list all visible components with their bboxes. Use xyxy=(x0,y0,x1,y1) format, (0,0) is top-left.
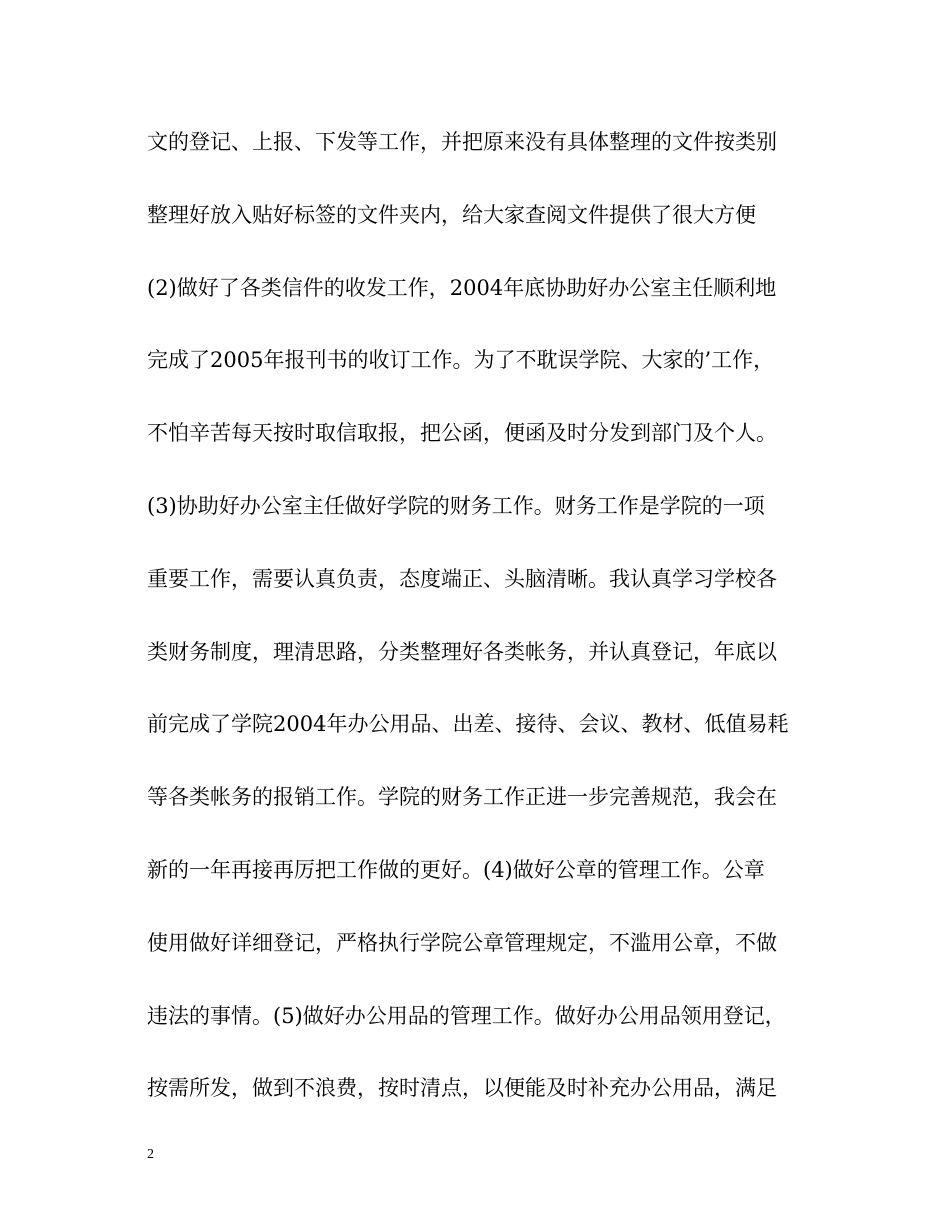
text-line: 不怕辛苦每天按时取信取报，把公函，便函及时分发到部门及个人。 xyxy=(147,421,777,446)
text-line: 等各类帐务的报销工作。学院的财务工作正进一步完善规范，我会在 xyxy=(147,785,777,810)
text-line: 文的登记、上报、下发等工作，并把原来没有具体整理的文件按类别 xyxy=(147,130,777,154)
text-line: 重要工作，需要认真负责，态度端正、头脑清晰。我认真学习学校各 xyxy=(147,566,777,591)
text-line: (2)做好了各类信件的收发工作，2004年底协助好办公室主任顺利地 xyxy=(147,275,777,300)
text-line: 前完成了学院2004年办公用品、出差、接待、会议、教材、低值易耗 xyxy=(147,712,789,737)
text-line: 按需所发，做到不浪费，按时清点，以便能及时补充办公用品，满足 xyxy=(147,1076,777,1101)
text-line: 新的一年再接再厉把工作做的更好。(4)做好公章的管理工作。公章 xyxy=(147,857,765,882)
text-line: 使用做好详细登记，严格执行学院公章管理规定，不滥用公章，不做 xyxy=(147,930,777,955)
text-line: 违法的事情。(5)做好办公用品的管理工作。做好办公用品领用登记， xyxy=(147,1003,786,1028)
page-number: 2 xyxy=(147,1147,154,1162)
text-line: 整理好放入贴好标签的文件夹内，给大家查阅文件提供了很大方便 xyxy=(147,202,756,227)
text-line: 类财务制度，理清思路，分类整理好各类帐务，并认真登记，年底以 xyxy=(147,639,777,664)
body-text xyxy=(147,122,827,1141)
text-line: (3)协助好办公室主任做好学院的财务工作。财务工作是学院的一项 xyxy=(147,493,765,518)
text-line: 完成了2005年报刊书的收订工作。为了不耽误学院、大家的’工作， xyxy=(147,348,775,373)
